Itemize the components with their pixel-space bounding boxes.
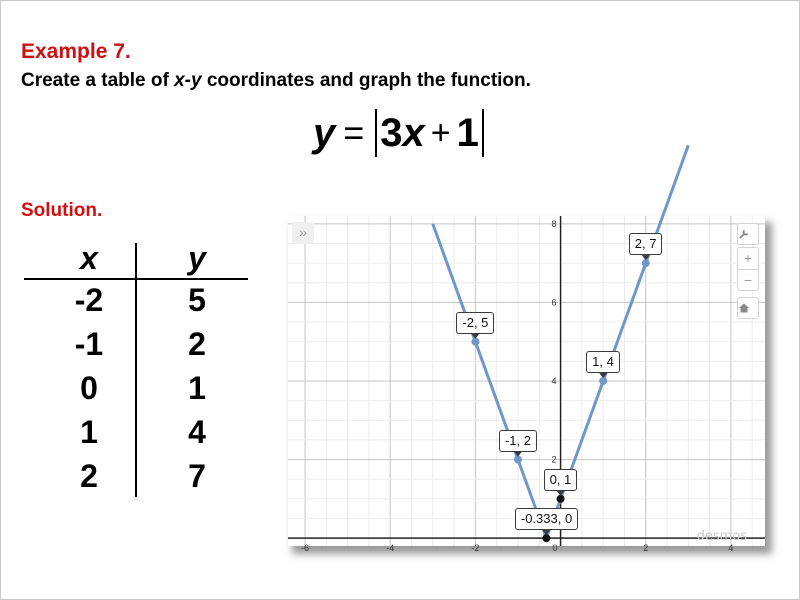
table-divider-horizontal bbox=[24, 278, 248, 280]
x-tick-label: -4 bbox=[386, 543, 395, 554]
data-point bbox=[514, 456, 522, 464]
double-chevron-right-icon[interactable]: » bbox=[292, 222, 314, 244]
xy-table bbox=[24, 240, 248, 500]
y-tick-label: 8 bbox=[551, 218, 557, 229]
data-point bbox=[642, 259, 650, 267]
plot-area[interactable] bbox=[288, 216, 765, 554]
table-cell-y: 7 bbox=[188, 458, 206, 494]
abs-bar-left bbox=[375, 109, 377, 157]
x-tick-label: 4 bbox=[728, 543, 734, 554]
table-header-x: x bbox=[80, 240, 98, 276]
zoom-out-button[interactable]: − bbox=[737, 269, 759, 291]
equation bbox=[313, 108, 487, 158]
table-cell-x: 0 bbox=[80, 370, 98, 406]
solution-label: Solution. bbox=[21, 200, 103, 221]
x-tick-label: 2 bbox=[643, 543, 649, 554]
point-label: 2, 7 bbox=[629, 233, 663, 255]
origin-label: 0 bbox=[552, 543, 558, 554]
data-point bbox=[542, 534, 550, 542]
example-instruction: Create a table of x-y coordinates and graph the function. bbox=[21, 70, 531, 91]
equation-plus: + bbox=[430, 113, 451, 152]
y-tick-label: 6 bbox=[551, 297, 557, 308]
table-cell-y: 5 bbox=[188, 282, 206, 318]
point-label: -1, 2 bbox=[499, 430, 537, 452]
example-title: Example 7. bbox=[21, 40, 131, 63]
point-label: -2, 5 bbox=[456, 312, 494, 334]
x-tick-label: -6 bbox=[301, 543, 310, 554]
y-tick-label: 2 bbox=[551, 454, 557, 465]
table-cell-x: -2 bbox=[74, 282, 104, 318]
table-cell-y: 1 bbox=[188, 370, 206, 406]
table-cell-x: 2 bbox=[80, 458, 98, 494]
zoom-in-button[interactable]: + bbox=[737, 247, 759, 269]
home-icon[interactable] bbox=[737, 297, 759, 319]
table-header-y: y bbox=[188, 240, 206, 276]
abs-bar-right bbox=[482, 109, 484, 157]
y-tick-label: 4 bbox=[551, 376, 557, 386]
data-point bbox=[557, 495, 565, 503]
equation-coef: 3 bbox=[380, 110, 403, 155]
data-point bbox=[599, 377, 607, 385]
equation-const: 1 bbox=[456, 110, 479, 155]
equation-lhs: y bbox=[313, 110, 336, 155]
point-label: -0.333, 0 bbox=[515, 508, 578, 530]
table-cell-x: -1 bbox=[74, 326, 104, 362]
table-cell-y: 2 bbox=[188, 326, 206, 362]
equation-var: x bbox=[402, 110, 425, 155]
x-tick-label: -2 bbox=[471, 543, 480, 554]
data-point bbox=[471, 338, 479, 346]
table-divider-vertical bbox=[135, 243, 137, 497]
wrench-icon[interactable] bbox=[737, 223, 759, 245]
point-label: 0, 1 bbox=[544, 469, 578, 491]
equation-equals: = bbox=[343, 112, 365, 153]
desmos-watermark: desmos bbox=[696, 529, 747, 544]
graph-panel[interactable] bbox=[288, 216, 765, 554]
point-label: 1, 4 bbox=[586, 351, 620, 373]
table-cell-x: 1 bbox=[80, 414, 98, 450]
table-cell-y: 4 bbox=[188, 414, 206, 450]
